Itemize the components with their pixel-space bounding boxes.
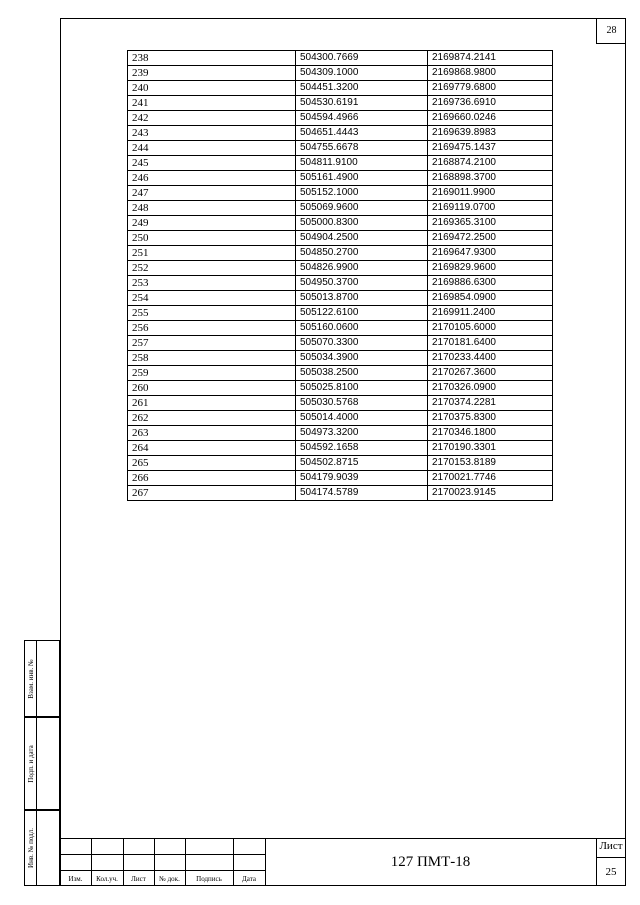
- coord-x: 504826.9900: [296, 261, 428, 276]
- point-number: 245: [128, 156, 296, 171]
- coord-y: 2168898.3700: [428, 171, 553, 186]
- table-row: [128, 276, 553, 291]
- point-number: 242: [128, 111, 296, 126]
- coord-y: 2170374.2281: [428, 396, 553, 411]
- point-number: 255: [128, 306, 296, 321]
- coord-y: 2170023.9145: [428, 486, 553, 501]
- side-field-signature: [24, 717, 60, 810]
- coord-x: 505070.3300: [296, 336, 428, 351]
- table-row: [128, 111, 553, 126]
- point-number: 256: [128, 321, 296, 336]
- table-row: [128, 186, 553, 201]
- coord-y: 2169779.6800: [428, 81, 553, 96]
- coord-x: 504530.6191: [296, 96, 428, 111]
- coord-x: 504179.9039: [296, 471, 428, 486]
- table-row: [128, 126, 553, 141]
- coord-y: 2169647.9300: [428, 246, 553, 261]
- point-number: 251: [128, 246, 296, 261]
- point-number: 263: [128, 426, 296, 441]
- stamp-col-doc-number: № док.: [159, 874, 180, 883]
- coord-x: 505025.8100: [296, 381, 428, 396]
- coord-x: 504451.3200: [296, 81, 428, 96]
- page-number: 28: [596, 18, 626, 44]
- table-row: [128, 441, 553, 456]
- point-number: 264: [128, 441, 296, 456]
- coord-x: 505152.1000: [296, 186, 428, 201]
- coord-y: 2169854.0900: [428, 291, 553, 306]
- coord-x: 505030.5768: [296, 396, 428, 411]
- coord-x: 505034.3900: [296, 351, 428, 366]
- coord-x: 505069.9600: [296, 201, 428, 216]
- table-row: [128, 411, 553, 426]
- table-row: [128, 291, 553, 306]
- coord-x: 505161.4900: [296, 171, 428, 186]
- coord-y: 2170190.3301: [428, 441, 553, 456]
- coord-x: 504950.3700: [296, 276, 428, 291]
- point-number: 248: [128, 201, 296, 216]
- coord-y: 2168874.2100: [428, 156, 553, 171]
- point-number: 262: [128, 411, 296, 426]
- point-number: 246: [128, 171, 296, 186]
- coord-x: 505014.4000: [296, 411, 428, 426]
- point-number: 252: [128, 261, 296, 276]
- stamp-col-count: Кол.уч.: [96, 874, 118, 883]
- coord-y: 2169475.1437: [428, 141, 553, 156]
- point-number: 243: [128, 126, 296, 141]
- table-row: [128, 486, 553, 501]
- coord-y: 2169472.2500: [428, 231, 553, 246]
- stamp-col-change: Изм.: [68, 874, 83, 883]
- coord-x: 505013.8700: [296, 291, 428, 306]
- table-row: [128, 231, 553, 246]
- stamp-col-sheet: Лист: [131, 874, 146, 883]
- table-row: [128, 216, 553, 231]
- point-number: 253: [128, 276, 296, 291]
- point-number: 247: [128, 186, 296, 201]
- coord-y: 2170153.8189: [428, 456, 553, 471]
- sheet-number: 25: [605, 866, 617, 878]
- point-number: 244: [128, 141, 296, 156]
- coord-y: 2169736.6910: [428, 96, 553, 111]
- coord-y: 2169874.2141: [428, 51, 553, 66]
- coord-y: 2169011.9900: [428, 186, 553, 201]
- coord-x: 504502.8715: [296, 456, 428, 471]
- coord-x: 504300.7669: [296, 51, 428, 66]
- coord-x: 504309.1000: [296, 66, 428, 81]
- point-number: 250: [128, 231, 296, 246]
- table-row: [128, 81, 553, 96]
- table-row: [128, 471, 553, 486]
- coord-y: 2169829.9600: [428, 261, 553, 276]
- coord-y: 2170181.6400: [428, 336, 553, 351]
- table-row: [128, 306, 553, 321]
- coord-x: 504594.4966: [296, 111, 428, 126]
- coord-x: 505038.2500: [296, 366, 428, 381]
- coord-y: 2170375.8300: [428, 411, 553, 426]
- side-field-inventory: [24, 810, 60, 886]
- coord-y: 2170021.7746: [428, 471, 553, 486]
- table-row: [128, 96, 553, 111]
- document-code: 127 ПМТ-18: [390, 853, 471, 870]
- table-row: [128, 246, 553, 261]
- side-label-inventory: Инв. № подл.: [26, 828, 35, 868]
- table-row: [128, 426, 553, 441]
- coord-y: 2169868.9800: [428, 66, 553, 81]
- table-row: [128, 321, 553, 336]
- table-row: [128, 171, 553, 186]
- coord-x: 504850.2700: [296, 246, 428, 261]
- coord-y: 2169639.8983: [428, 126, 553, 141]
- stamp-col-signature: Подпись: [196, 874, 222, 883]
- coord-y: 2170346.1800: [428, 426, 553, 441]
- coord-y: 2170105.6000: [428, 321, 553, 336]
- point-number: 238: [128, 51, 296, 66]
- point-number: 266: [128, 471, 296, 486]
- coord-x: 504592.1658: [296, 441, 428, 456]
- sheet-label: Лист: [599, 840, 623, 852]
- point-number: 239: [128, 66, 296, 81]
- table-row: [128, 351, 553, 366]
- table-row: [128, 381, 553, 396]
- point-number: 267: [128, 486, 296, 501]
- coord-y: 2169365.3100: [428, 216, 553, 231]
- coord-x: 505000.8300: [296, 216, 428, 231]
- table-row: [128, 201, 553, 216]
- table-row: [128, 396, 553, 411]
- point-number: 254: [128, 291, 296, 306]
- coord-y: 2170233.4400: [428, 351, 553, 366]
- title-block: [60, 838, 626, 886]
- point-number: 258: [128, 351, 296, 366]
- side-label-signature-date: Подп. и дата: [26, 744, 35, 783]
- point-number: 265: [128, 456, 296, 471]
- coord-x: 504811.9100: [296, 156, 428, 171]
- coord-y: 2170326.0900: [428, 381, 553, 396]
- coord-x: 504755.6678: [296, 141, 428, 156]
- coord-x: 504651.4443: [296, 126, 428, 141]
- coord-y: 2169911.2400: [428, 306, 553, 321]
- table-row: [128, 456, 553, 471]
- table-row: [128, 66, 553, 81]
- coord-y: 2170267.3600: [428, 366, 553, 381]
- coord-y: 2169886.6300: [428, 276, 553, 291]
- coord-x: 504973.3200: [296, 426, 428, 441]
- table-row: [128, 141, 553, 156]
- side-label-exchange: Взам. инв. №: [26, 658, 35, 699]
- table-row: [128, 336, 553, 351]
- point-number: 249: [128, 216, 296, 231]
- coord-x: 505160.0600: [296, 321, 428, 336]
- coordinates-table: [127, 50, 553, 501]
- coord-x: 504904.2500: [296, 231, 428, 246]
- coord-y: 2169119.0700: [428, 201, 553, 216]
- coord-x: 504174.5789: [296, 486, 428, 501]
- stamp-col-date: Дата: [242, 874, 256, 883]
- coord-y: 2169660.0246: [428, 111, 553, 126]
- point-number: 261: [128, 396, 296, 411]
- table-row: [128, 156, 553, 171]
- point-number: 259: [128, 366, 296, 381]
- table-row: [128, 51, 553, 66]
- point-number: 257: [128, 336, 296, 351]
- coord-x: 505122.6100: [296, 306, 428, 321]
- point-number: 241: [128, 96, 296, 111]
- point-number: 240: [128, 81, 296, 96]
- point-number: 260: [128, 381, 296, 396]
- table-row: [128, 366, 553, 381]
- table-row: [128, 261, 553, 276]
- side-field-exchange: [24, 640, 60, 717]
